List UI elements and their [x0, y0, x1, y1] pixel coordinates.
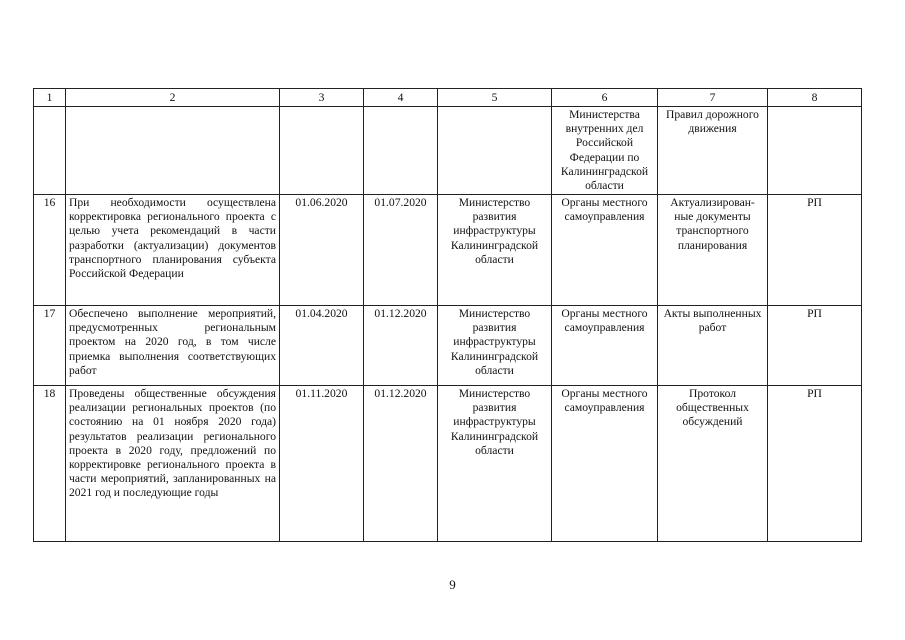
start-date-cell: 01.04.2020: [280, 306, 364, 386]
activity-text-cell: [66, 107, 280, 195]
activity-text-cell: Обеспечено выполнение мероприятий, предусмотренных региональным проектом на 2020 год, в том числе приемка выполнения соответствующих работ: [66, 306, 280, 386]
coexecutor-cell: Органы местного самоуправления: [552, 195, 658, 306]
start-date-cell: 01.06.2020: [280, 195, 364, 306]
result-cell: Правил дорожного движения: [658, 107, 768, 195]
column-number-cell: 8: [768, 89, 862, 107]
result-cell: Акты выполненных работ: [658, 306, 768, 386]
result-cell: Актуализирован-ные документы транспортного планирования: [658, 195, 768, 306]
level-cell: РП: [768, 386, 862, 542]
activities-table: [33, 88, 862, 542]
table-row: [34, 195, 862, 306]
start-date-cell: 01.11.2020: [280, 386, 364, 542]
responsible-cell: Министерство развития инфраструктуры Калининградской области: [438, 386, 552, 542]
page-number: 9: [449, 577, 456, 592]
start-date-cell: [280, 107, 364, 195]
level-cell: РП: [768, 195, 862, 306]
column-number-cell: 3: [280, 89, 364, 107]
activity-text-cell: При необходимости осуществлена корректировка регионального проекта с целью учета рекомендаций в части разработки (актуализации) документов транспортного планирования субъекта Российской Федерации: [66, 195, 280, 306]
activity-text-cell: Проведены общественные обсуждения реализации региональных проектов (по состоянию на 01 ноября 2020 года) результатов реализации регионального проекта в 2020 году, предложений по корректировке регионального проекта в части мероприятий, запланированных на 2021 год и последующие годы: [66, 386, 280, 542]
end-date-cell: [364, 107, 438, 195]
coexecutor-cell: Министерства внутренних дел Российской Федерации по Калининградской области: [552, 107, 658, 195]
row-number-cell: [34, 107, 66, 195]
level-cell: РП: [768, 306, 862, 386]
end-date-cell: 01.07.2020: [364, 195, 438, 306]
column-number-cell: 6: [552, 89, 658, 107]
end-date-cell: 01.12.2020: [364, 386, 438, 542]
responsible-cell: [438, 107, 552, 195]
coexecutor-cell: Органы местного самоуправления: [552, 306, 658, 386]
column-number-cell: 2: [66, 89, 280, 107]
column-number-cell: 7: [658, 89, 768, 107]
responsible-cell: Министерство развития инфраструктуры Калининградской области: [438, 195, 552, 306]
result-cell: Протокол общественных обсуждений: [658, 386, 768, 542]
row-number-cell: 16: [34, 195, 66, 306]
coexecutor-cell: Органы местного самоуправления: [552, 386, 658, 542]
level-cell: [768, 107, 862, 195]
column-number-row: [34, 89, 862, 107]
column-number-cell: 4: [364, 89, 438, 107]
row-number-cell: 17: [34, 306, 66, 386]
responsible-cell: Министерство развития инфраструктуры Калининградской области: [438, 306, 552, 386]
table-row: [34, 306, 862, 386]
end-date-cell: 01.12.2020: [364, 306, 438, 386]
column-number-cell: 5: [438, 89, 552, 107]
table-row: [34, 386, 862, 542]
row-number-cell: 18: [34, 386, 66, 542]
table-row: [34, 107, 862, 195]
column-number-cell: 1: [34, 89, 66, 107]
